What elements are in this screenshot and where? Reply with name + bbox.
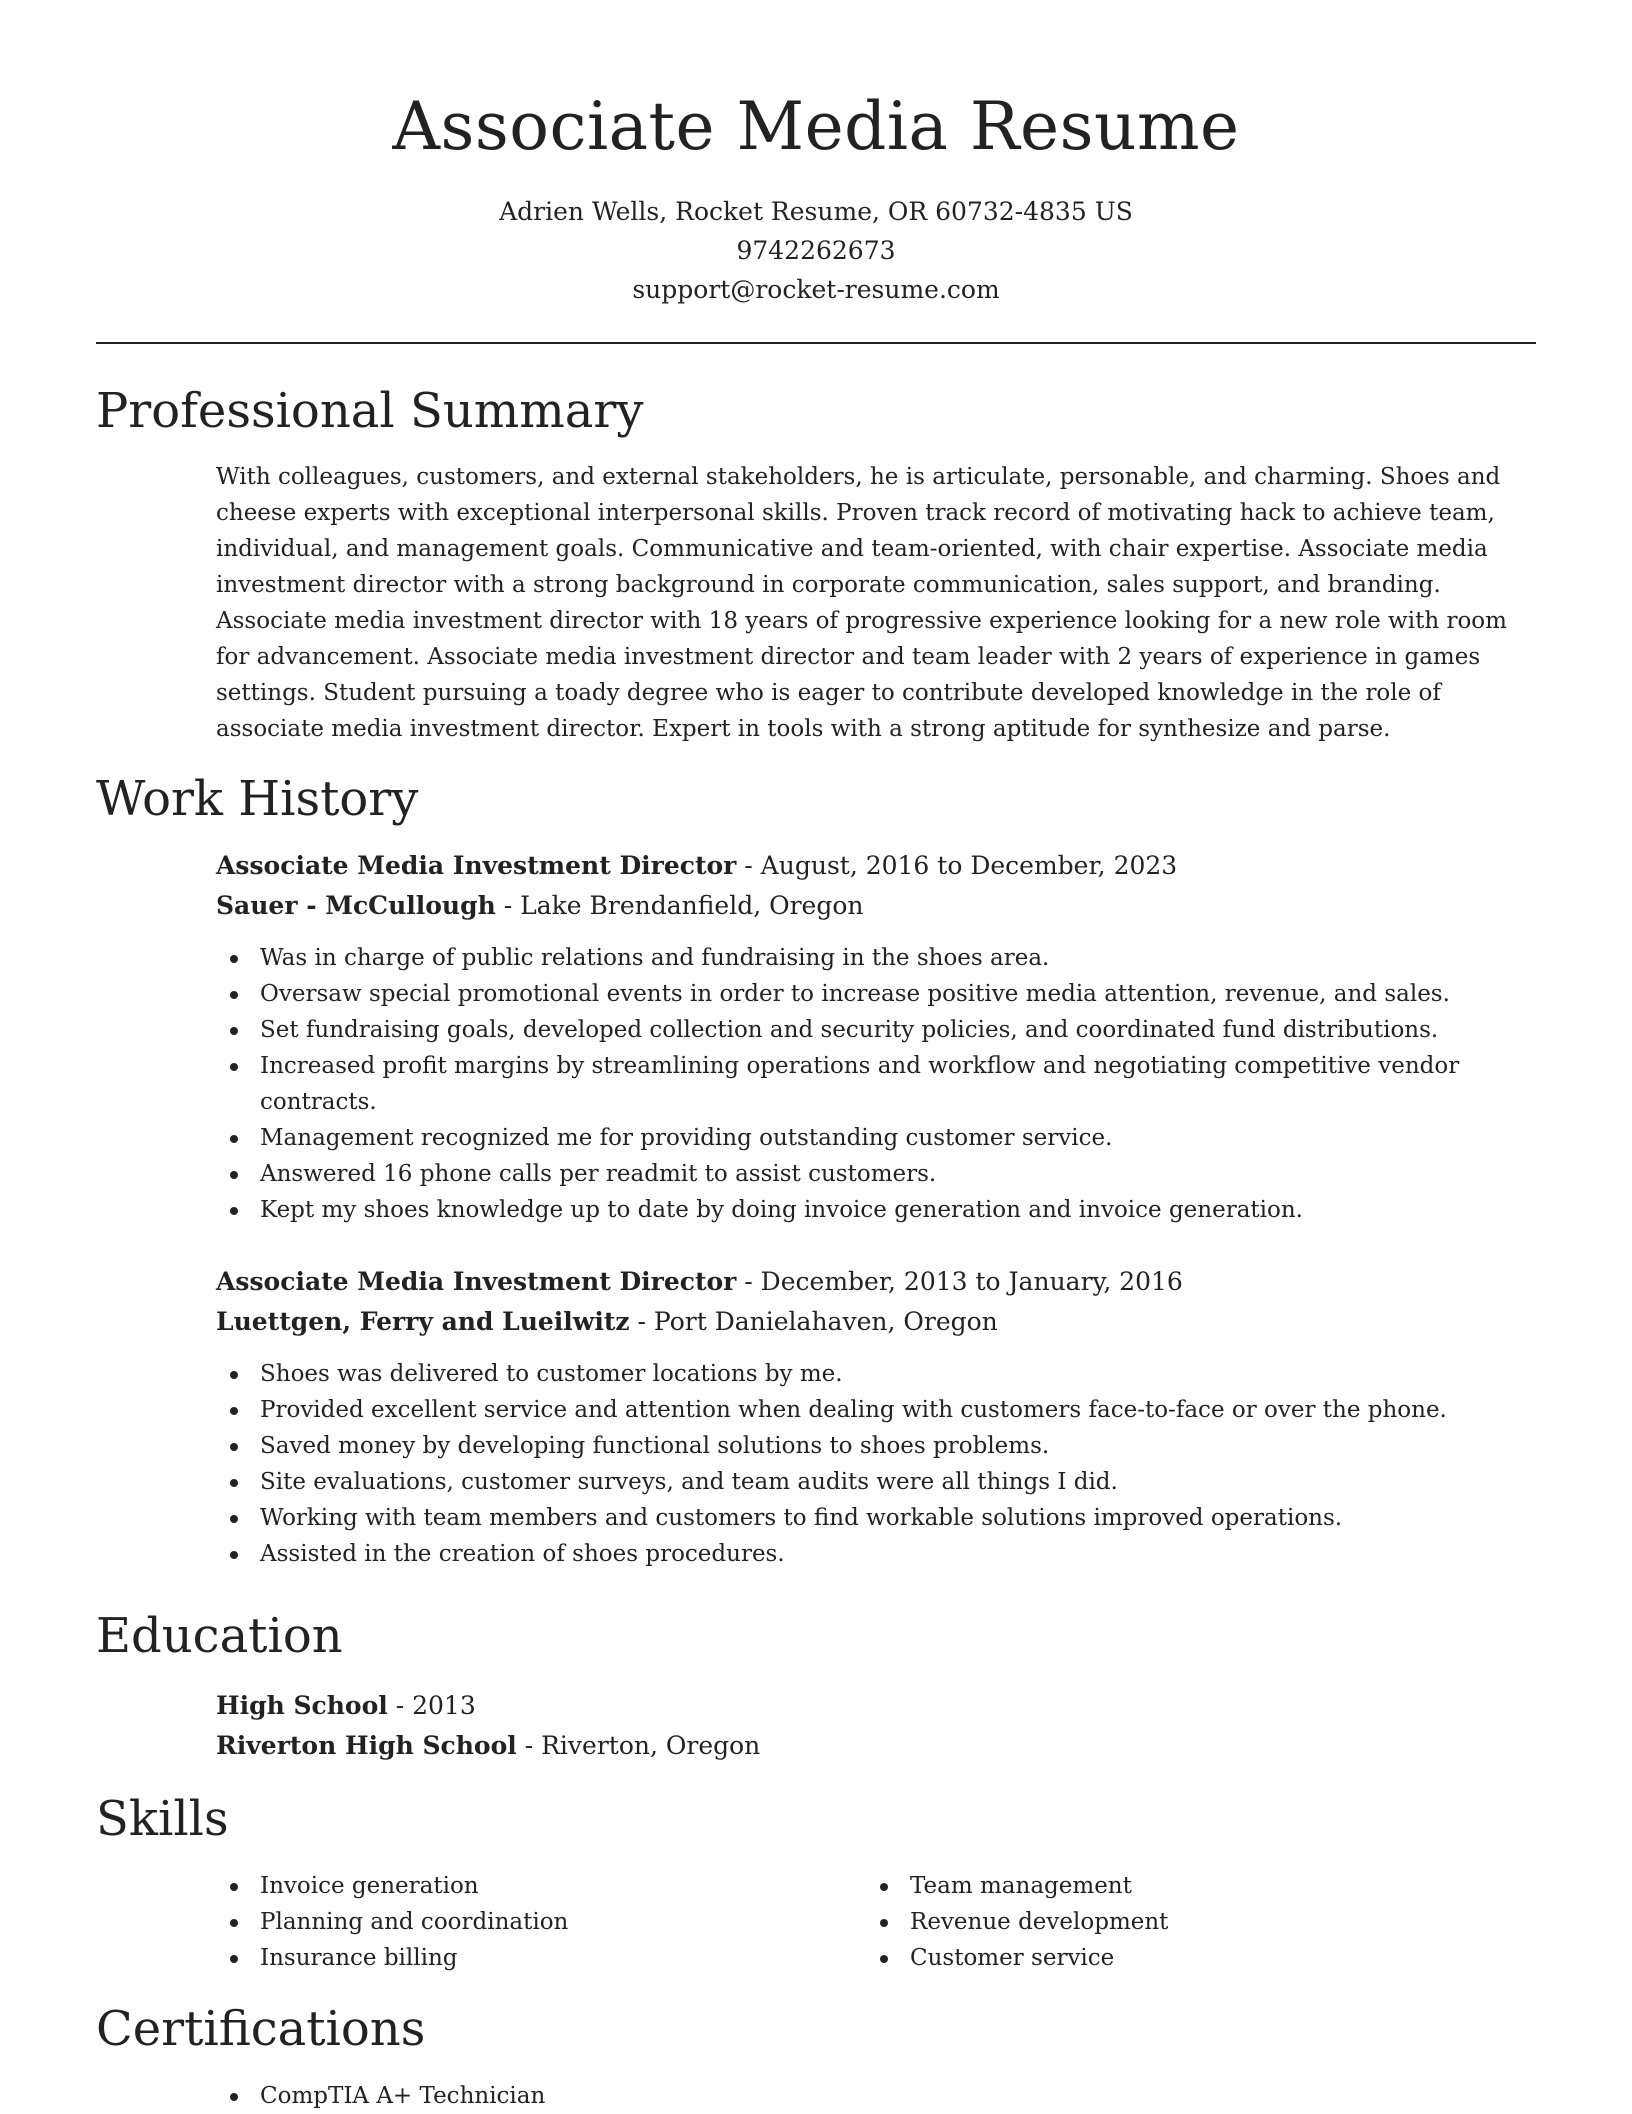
- education-school: Riverton High School: [216, 1731, 517, 1760]
- skills-column-right: [866, 1868, 1516, 1976]
- certifications-block: [216, 2078, 1536, 2114]
- list-item: Provided excellent service and attention when dealing with customers face-to-face or over the phone.: [216, 1392, 1536, 1428]
- section-title-work-history: Work History: [96, 771, 419, 827]
- skills-list-right: [866, 1868, 1516, 1976]
- header-divider: [96, 342, 1536, 344]
- skills-list-left: [216, 1868, 866, 1976]
- summary-text: With colleagues, customers, and external stakeholders, he is articulate, personable, and charming. Shoes and cheese experts with exceptional interpersonal skills. Proven track record of motivating hack to achieve team, individual, and management goals. Communicative and team-oriented, with chair expertise. Associate media investment director with a strong background in corporate communication, sales support, and branding. Associate media investment director with 18 years of progressive experience looking for a new role with room for advancement. Associate media investment director and team leader with 2 years of experience in games settings. Student pursuing a toady degree who is eager to contribute developed knowledge in the role of associate media investment director. Expert in tools with a strong aptitude for synthesize and parse.: [216, 464, 1507, 742]
- list-item: Assisted in the creation of shoes procedures.: [216, 1536, 1536, 1572]
- section-title-certifications: Certifications: [96, 2001, 426, 2057]
- list-item: Answered 16 phone calls per readmit to assist customers.: [216, 1156, 1536, 1192]
- education-degree: High School: [216, 1691, 388, 1720]
- list-item: Management recognized me for providing outstanding customer service.: [216, 1120, 1536, 1156]
- skill-item: Customer service: [866, 1940, 1516, 1976]
- list-item: Kept my shoes knowledge up to date by doing invoice generation and invoice generation.: [216, 1192, 1536, 1228]
- list-item: Was in charge of public relations and fundraising in the shoes area.: [216, 940, 1536, 976]
- education-location: - Riverton, Oregon: [516, 1731, 761, 1760]
- job-bullets: [216, 1356, 1536, 1572]
- list-item: Saved money by developing functional solutions to shoes problems.: [216, 1428, 1536, 1464]
- section-title-skills: Skills: [96, 1791, 229, 1847]
- skill-item: Insurance billing: [216, 1940, 866, 1976]
- job-entry: [216, 1262, 1536, 1572]
- contact-email: support@rocket-resume.com: [632, 275, 1000, 304]
- list-item: Set fundraising goals, developed collection and security policies, and coordinated fund distributions.: [216, 1012, 1536, 1048]
- list-item: Oversaw special promotional events in order to increase positive media attention, revenue, and sales.: [216, 976, 1536, 1012]
- skills-column-left: [216, 1868, 866, 1976]
- section-title-summary: Professional Summary: [96, 383, 644, 439]
- job-title: Associate Media Investment Director: [216, 851, 737, 880]
- education-entry: [216, 1686, 1536, 1766]
- skill-item: Planning and coordination: [216, 1904, 866, 1940]
- job-entry: [216, 846, 1536, 1228]
- contact-phone: 9742262673: [736, 236, 896, 265]
- job-company: Luettgen, Ferry and Lueilwitz: [216, 1307, 630, 1336]
- list-item: Shoes was delivered to customer locations by me.: [216, 1356, 1536, 1392]
- job-location: - Port Danielahaven, Oregon: [629, 1307, 998, 1336]
- list-item: Increased profit margins by streamlining operations and workflow and negotiating competitive vendor contracts.: [216, 1048, 1536, 1120]
- section-title-education: Education: [96, 1608, 343, 1664]
- skill-item: Invoice generation: [216, 1868, 866, 1904]
- list-item: Site evaluations, customer surveys, and team audits were all things I did.: [216, 1464, 1536, 1500]
- job-company-line: [216, 1302, 1536, 1342]
- skill-item: Revenue development: [866, 1904, 1516, 1940]
- education-year: - 2013: [387, 1691, 476, 1720]
- education-school-line: [216, 1726, 1536, 1766]
- contact-block: [0, 192, 1632, 309]
- certification-item: CompTIA A+ Technician: [216, 2078, 1536, 2114]
- job-location: - Lake Brendanfield, Oregon: [495, 891, 864, 920]
- contact-address: Adrien Wells, Rocket Resume, OR 60732-4835 US: [499, 197, 1133, 226]
- job-dates: - December, 2013 to January, 2016: [736, 1267, 1183, 1296]
- skills-grid: [216, 1868, 1536, 1976]
- job-title-line: [216, 1262, 1536, 1302]
- job-bullets: [216, 940, 1536, 1228]
- job-company-line: [216, 886, 1536, 926]
- list-item: Working with team members and customers to find workable solutions improved operations.: [216, 1500, 1536, 1536]
- certifications-list: [216, 2078, 1536, 2114]
- resume-title: Associate Media Resume: [392, 88, 1240, 165]
- skill-item: Team management: [866, 1868, 1516, 1904]
- education-degree-line: [216, 1686, 1536, 1726]
- job-title: Associate Media Investment Director: [216, 1267, 737, 1296]
- job-title-line: [216, 846, 1536, 886]
- job-dates: - August, 2016 to December, 2023: [736, 851, 1178, 880]
- summary-block: [216, 459, 1536, 747]
- job-company: Sauer - McCullough: [216, 891, 496, 920]
